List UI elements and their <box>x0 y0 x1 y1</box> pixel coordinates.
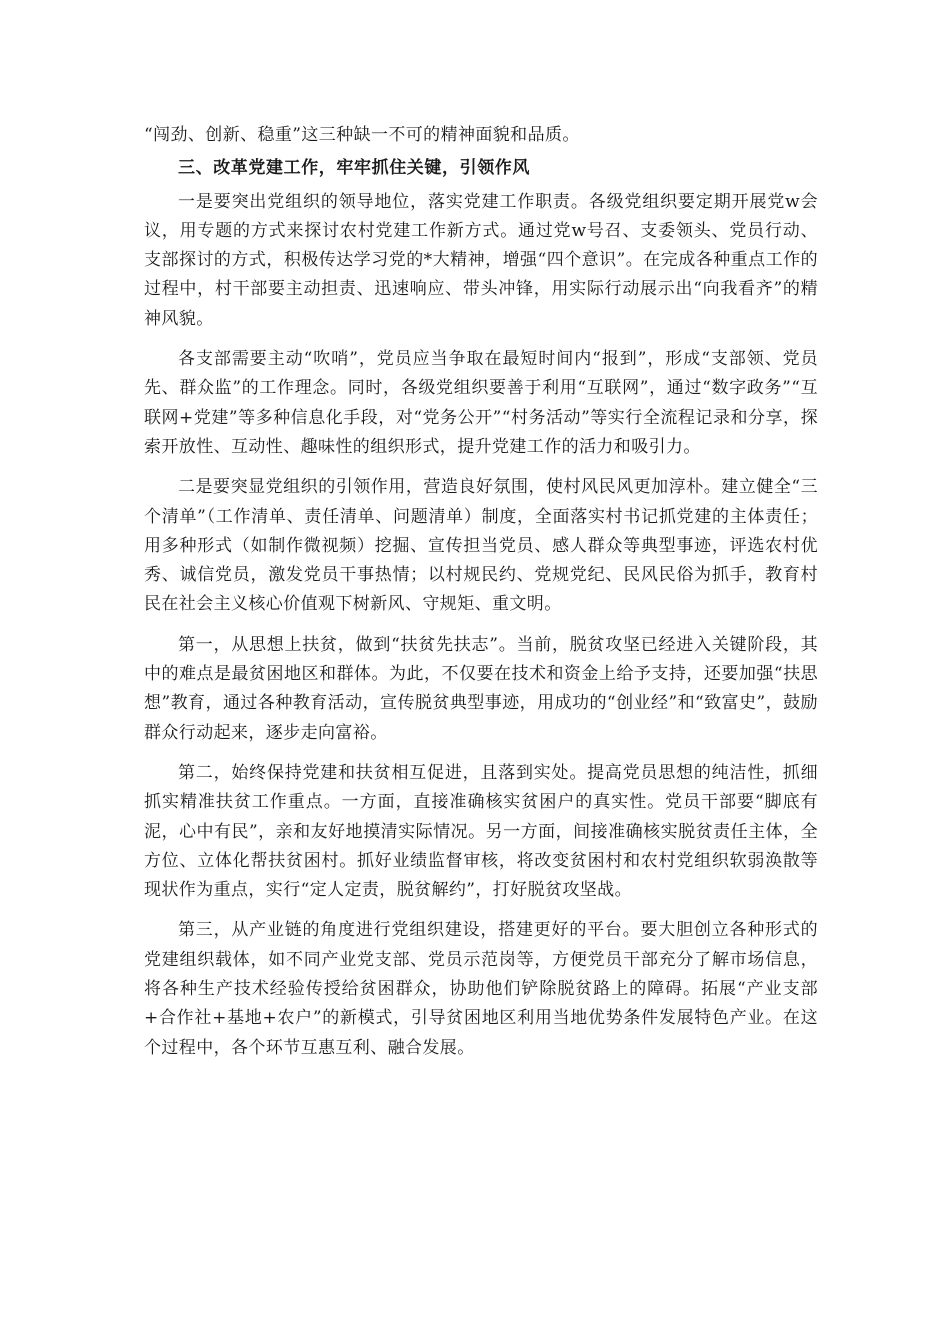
section-heading: 三、改革党建工作，牢牢抓住关键，引领作风 <box>178 158 530 179</box>
body-paragraph: 各支部需要主动“吹哨”，党员应当争取在最短时间内“报到”，形成“支部领、党员先、群众监”的工作理念。同时，各级党组织要善于利用“互联网”，通过“数字政务”“互联网+党建”等多种信息化手段，对“党务公开”“村务活动”等实行全流程记录和分享，探索开放性、互动性、趣味性的组织形式，提升党建工作的活力和吸引力。 <box>144 349 818 457</box>
continuation-paragraph: “闯劲、创新、稳重”这三种缺一不可的精神面貌和品质。 <box>144 125 580 145</box>
document-body <box>144 121 818 1074</box>
body-paragraph: 第三，从产业链的角度进行党组织建设，搭建更好的平台。要大胆创立各种形式的党建组织载体，如不同产业党支部、党员示范岗等，方便党员干部充分了解市场信息，将各种生产技术经验传授给贫困群众，协助他们铲除脱贫路上的障碍。拓展“产业支部+合作社+基地+农户”的新模式，引导贫困地区利用当地优势条件发展特色产业。在这个过程中，各个环节互惠互利、融合发展。 <box>144 920 818 1058</box>
body-paragraph: 一是要突出党组织的领导地位，落实党建工作职责。各级党组织要定期开展党w会议，用专题的方式来探讨农村党建工作新方式。通过党w号召、支委领头、党员行动、支部探讨的方式，积极传达学习党的*大精神，增强“四个意识”。在完成各种重点工作的过程中，村干部要主动担责、迅速响应、带头冲锋，用实际行动展示出“向我看齐”的精神风貌。 <box>144 191 818 329</box>
body-paragraph: 第二，始终保持党建和扶贫相互促进，且落到实处。提高党员思想的纯洁性，抓细抓实精准扶贫工作重点。一方面，直接准确核实贫困户的真实性。党员干部要“脚底有泥，心中有民”，亲和友好地摸清实际情况。另一方面，间接准确核实脱贫责任主体，全方位、立体化帮扶贫困村。抓好业绩监督审核，将改变贫困村和农村党组织软弱涣散等现状作为重点，实行“定人定责，脱贫解约”，打好脱贫攻坚战。 <box>144 762 818 901</box>
body-paragraph: 二是要突显党组织的引领作用，营造良好氛围，使村风民风更加淳朴。建立健全“三个清单”（工作清单、责任清单、问题清单）制度，全面落实村书记抓党建的主体责任；用多种形式（如制作微视频）挖掘、宣传担当党员、感人群众等典型事迹，评选农村优秀、诚信党员，激发党员干事热情；以村规民约、党规党纪、民风民俗为抓手，教育村民在社会主义核心价值观下树新风、守规矩、重文明。 <box>144 477 818 615</box>
body-paragraph: 第一，从思想上扶贫，做到“扶贫先扶志”。当前，脱贫攻坚已经进入关键阶段，其中的难点是最贫困地区和群体。为此，不仅要在技术和资金上给予支持，还要加强“扶思想”教育，通过各种教育活动，宣传脱贫典型事迹，用成功的“创业经”和“致富史”，鼓励群众行动起来，逐步走向富裕。 <box>144 634 818 743</box>
